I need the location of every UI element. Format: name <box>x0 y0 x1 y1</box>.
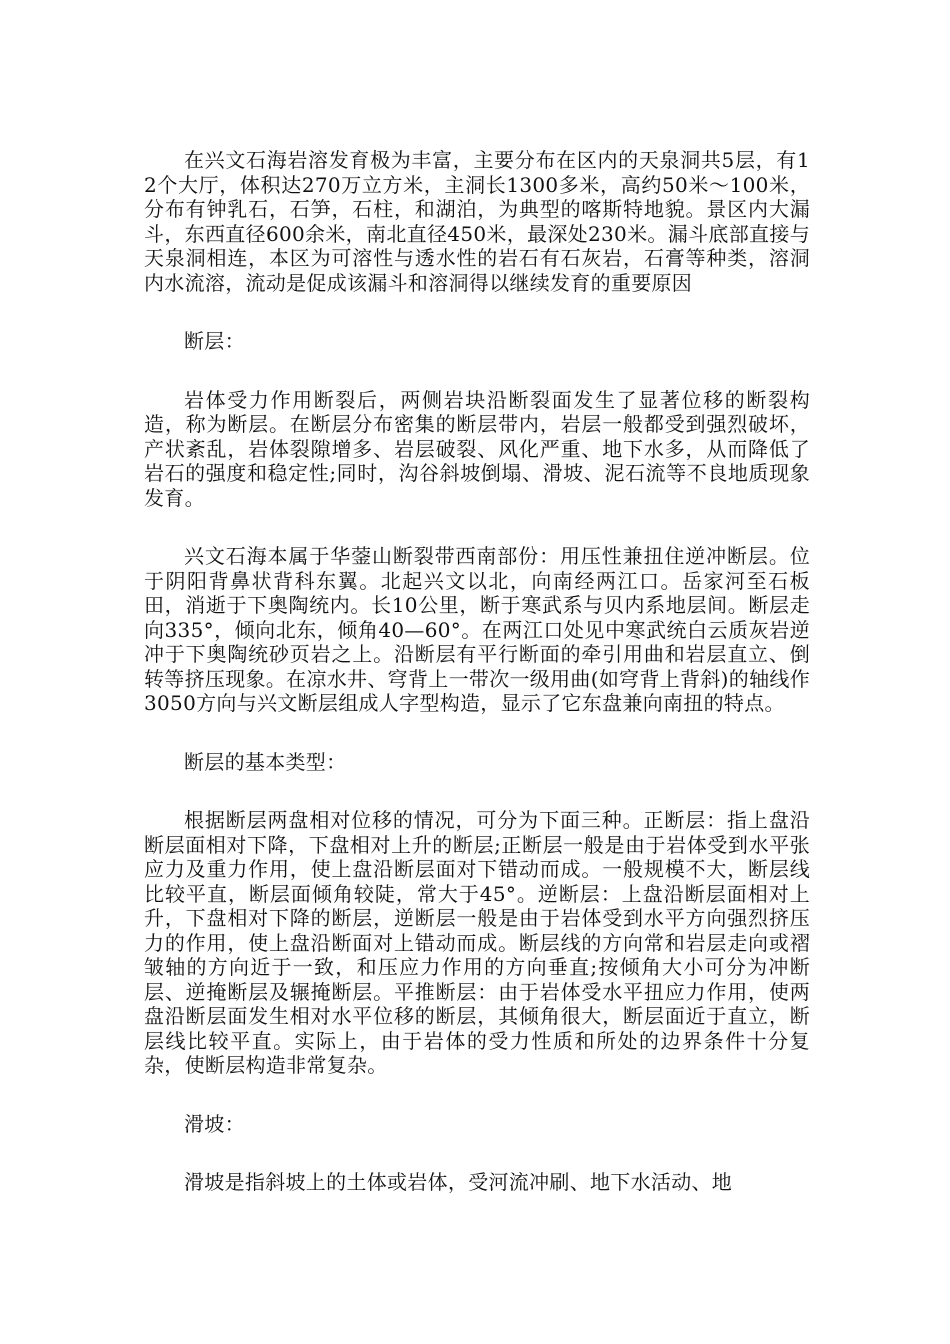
document-body <box>144 148 810 1195</box>
paragraph-fault-types: 根据断层两盘相对位移的情况，可分为下面三种。正断层：指上盘沿断层面相对下降，下盘相对上升的断层;正断层一般是由于岩体受到水平张应力及重力作用，使上盘沿断层面对下错动而成。一般规模不大，断层线比较平直，断层面倾角较陡，常大于45°。逆断层：上盘沿断层面相对上升，下盘相对下降的断层，逆断层一般是由于岩体受到水平方向强烈挤压力的作用，使上盘沿断面对上错动而成。断层线的方向常和岩层走向或褶皱轴的方向近于一致，和压应力作用的方向垂直;按倾角大小可分为冲断层、逆掩断层及辗掩断层。平推断层：由于岩体受水平扭应力作用，使两盘沿断层面发生相对水平位移的断层，其倾角很大，断层面近于直立，断层线比较平直。实际上，由于岩体的受力性质和所处的边界条件十分复杂，使断层构造非常复杂。 <box>144 808 810 1077</box>
paragraph-landslide: 滑坡是指斜坡上的土体或岩体，受河流冲刷、地下水活动、地 <box>184 1170 733 1194</box>
heading-fault: 断层： <box>184 329 245 353</box>
paragraph-karst: 在兴文石海岩溶发育极为丰富，主要分布在区内的天泉洞共5层，有12个大厅，体积达270万立方米，主洞长1300多米，高约50米～100米，分布有钟乳石，石笋，石柱，和湖泊，为典型的喀斯特地貌。景区内大漏斗，东西直径600余米，南北直径450米，最深处230米。漏斗底部直接与天泉洞相连，本区为可溶性与透水性的岩石有石灰岩，石膏等种类，溶洞内水流溶，流动是促成该漏斗和溶洞得以继续发育的重要原因 <box>144 148 810 295</box>
heading-fault-types: 断层的基本类型： <box>184 749 347 774</box>
paragraph-xingwen-fault: 兴文石海本属于华蓥山断裂带西南部份：用压性兼扭住逆冲断层。位于阴阳背鼻状背科东翼。北起兴文以北，向南经两江口。岳家河至石板田，消逝于下奥陶统内。长10公里，断于寒武系与贝内系地层间。断层走向335°，倾向北东，倾角40—60°。在两江口处见中寒武统白云质灰岩逆冲于下奥陶统砂页岩之上。沿断层有平行断面的牵引用曲和岩层直立、倒转等挤压现象。在凉水井、穹背上一带次一级用曲(如穹背上背斜)的轴线作3050方向与兴文断层组成人字型构造，显示了它东盘兼向南扭的特点。 <box>144 544 810 715</box>
heading-landslide: 滑坡： <box>184 1111 245 1136</box>
paragraph-fault-definition: 岩体受力作用断裂后，两侧岩块沿断裂面发生了显著位移的断裂构造，称为断层。在断层分布密集的断层带内，岩层一般都受到强烈破坏，产状紊乱，岩体裂隙增多、岩层破裂、风化严重、地下水多，从而降低了岩石的强度和稳定性;同时，沟谷斜坡倒塌、滑坡、泥石流等不良地质现象发育。 <box>144 387 810 510</box>
